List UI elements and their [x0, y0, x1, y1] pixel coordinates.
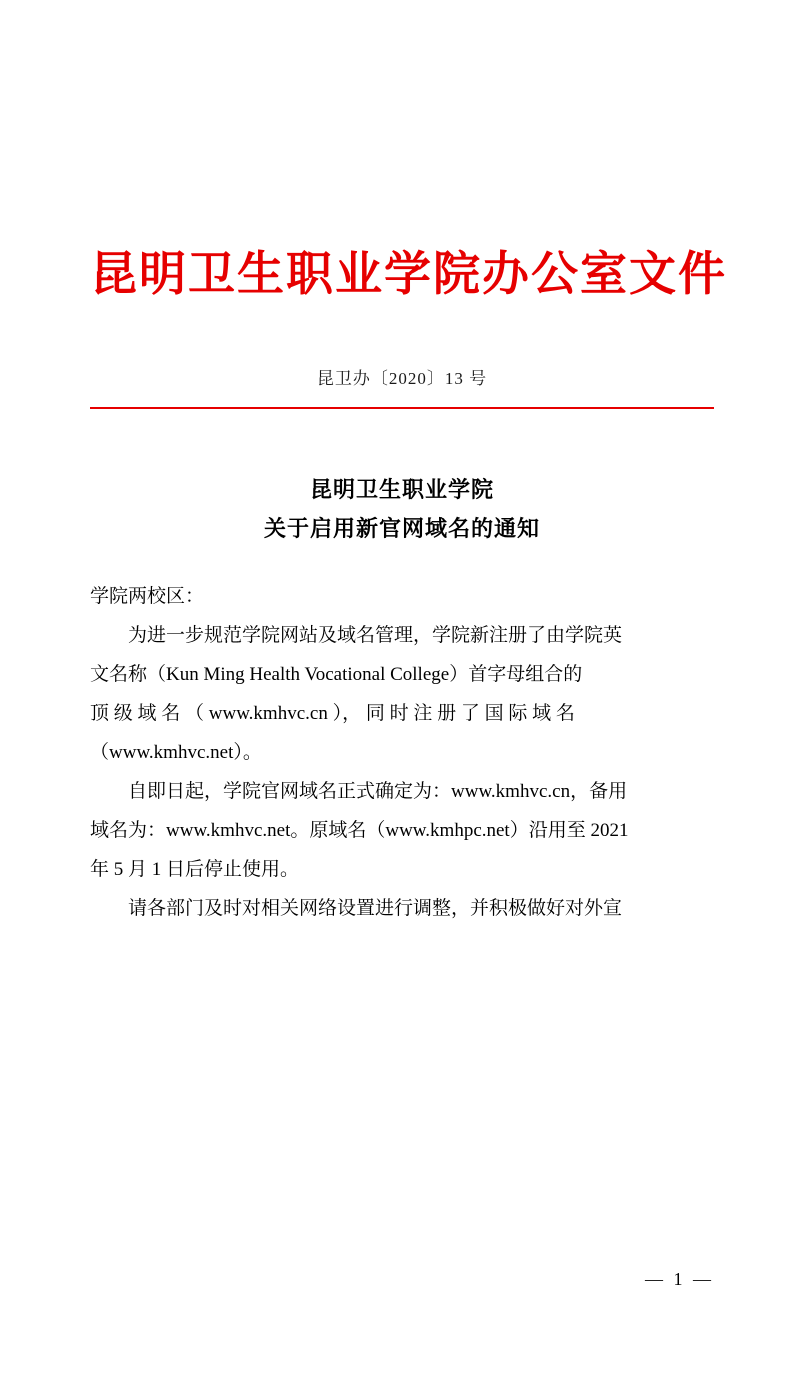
document-page — [0, 248, 804, 1388]
paragraph-3-line-1: 请各部门及时对相关网络设置进行调整，并积极做好对外宣 — [128, 897, 623, 919]
document-body — [90, 578, 714, 928]
paragraph-1-line-3: 顶 级 域 名 （ www.kmhvc.cn ）， 同 时 注 册 了 国 际 域 名 — [90, 702, 575, 724]
document-title — [90, 471, 714, 548]
title-line-1: 昆明卫生职业学院 — [309, 477, 494, 503]
paragraph-1-line-1: 为进一步规范学院网站及域名管理，学院新注册了由学院英 — [128, 624, 623, 646]
paragraph-1-line-2: 文名称（Kun Ming Health Vocational College）首字母组合的 — [90, 663, 583, 685]
paragraph-1-line-4: （www.kmhvc.net）。 — [90, 741, 262, 763]
document-number: 昆卫办〔2020〕13 号 — [316, 369, 488, 389]
paragraph-2-line-2: 域名为：www.kmhvc.net。原域名（www.kmhpc.net）沿用至 2021 — [90, 819, 629, 841]
paragraph-2-line-1: 自即日起，学院官网域名正式确定为：www.kmhvc.cn，备用 — [128, 780, 628, 802]
title-line-2: 关于启用新官网域名的通知 — [263, 515, 540, 541]
salutation: 学院两校区： — [90, 586, 205, 608]
document-masthead: 昆明卫生职业学院办公室文件 — [90, 249, 727, 301]
page-number: — 1 — — [645, 1269, 714, 1289]
red-divider-rule — [90, 407, 714, 409]
paragraph-2-line-3: 年 5 月 1 日后停止使用。 — [90, 858, 300, 880]
